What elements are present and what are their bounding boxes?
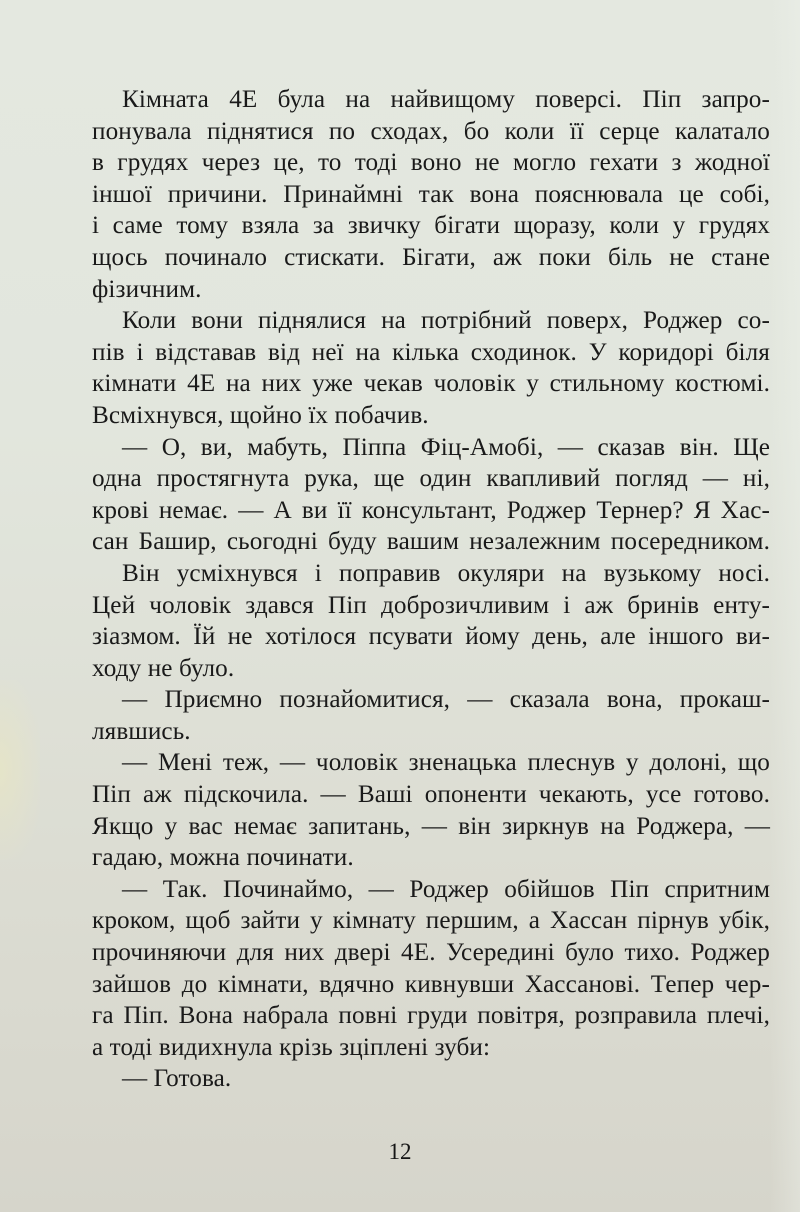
paragraph-8 bbox=[92, 1063, 770, 1095]
body-text bbox=[92, 84, 770, 1095]
text-line: кроком, щоб зайти у кімнату першим, а Хассан пірнув убік, bbox=[92, 907, 770, 935]
text-line: понувала піднятися по сходах, бо коли її серце калатало bbox=[92, 117, 770, 145]
paragraph-2 bbox=[92, 305, 770, 431]
text-line: ходу не було. bbox=[92, 654, 235, 682]
text-line: Він усміхнувся і поправив окуляри на вузькому носі. bbox=[122, 559, 770, 587]
text-line: одна простягнута рука, ще один квапливий погляд — ні, bbox=[92, 465, 770, 493]
paragraph-6 bbox=[92, 747, 770, 873]
text-line: — Готова. bbox=[122, 1065, 232, 1093]
text-line: зайшов до кімнати, вдячно кивнувши Хассанові. Тепер чер- bbox=[92, 970, 770, 998]
text-line: гадаю, можна починати. bbox=[92, 844, 354, 872]
text-line: кімнати 4Е на них уже чекав чоловік у стильному костюмі. bbox=[92, 370, 770, 398]
text-line: і саме тому взяла за звичку бігати щоразу, коли у грудях bbox=[92, 212, 770, 240]
paragraph-5 bbox=[92, 684, 770, 747]
text-line: пів і відставав від неї на кілька сходинок. У коридорі біля bbox=[92, 338, 770, 366]
text-line: а тоді видихнула крізь зціплені зуби: bbox=[92, 1033, 491, 1061]
paragraph-4 bbox=[92, 558, 770, 684]
page-shading-right bbox=[770, 0, 800, 1212]
text-line: Всміхнувся, щойно їх побачив. bbox=[92, 401, 429, 429]
text-line: Якщо у вас немає запитань, — він зиркнув на Роджера, — bbox=[92, 812, 770, 840]
text-line: в грудях через це, то тоді воно не могло гехати з жодної bbox=[92, 149, 770, 177]
paragraph-3 bbox=[92, 432, 770, 558]
text-line: — Мені теж, — чоловік зненацька плеснув у долоні, що bbox=[122, 749, 770, 777]
text-line: лявшись. bbox=[92, 717, 191, 745]
text-line: фізичним. bbox=[92, 275, 202, 303]
text-line: — Так. Починаймо, — Роджер обійшов Піп спритним bbox=[122, 875, 770, 903]
text-line: Кімната 4Е була на найвищому поверсі. Піп запро- bbox=[122, 86, 770, 113]
text-line: іншої причини. Принаймні так вона пояснювала це собі, bbox=[92, 180, 770, 208]
text-line: зіазмом. Їй не хотілося псувати йому день, але іншого ви- bbox=[92, 623, 770, 651]
page-number: 12 bbox=[388, 1139, 412, 1164]
text-line: Цей чоловік здався Піп доброзичливим і аж бринів енту- bbox=[92, 591, 770, 619]
text-line: Піп аж підскочила. — Ваші опоненти чекають, усе готово. bbox=[92, 781, 770, 809]
text-line: прочиняючи для них двері 4Е. Усередині було тихо. Роджер bbox=[92, 939, 770, 967]
text-line: — О, ви, мабуть, Піппа Фіц-Амобі, — сказав він. Ще bbox=[122, 433, 770, 461]
text-line: сан Башир, сьогодні буду вашим незалежним посередником. bbox=[92, 528, 770, 556]
text-line: крові немає. — А ви її консультант, Роджер Тернер? Я Хас- bbox=[92, 496, 770, 524]
paragraph-1 bbox=[92, 84, 770, 305]
text-line: щось починало стискати. Бігати, аж поки біль не стане bbox=[92, 243, 770, 271]
text-line: га Піп. Вона набрала повні груди повітря, розправила плечі, bbox=[92, 1002, 770, 1030]
page-shading-left bbox=[0, 680, 40, 860]
text-line: — Приємно познайомитися, — сказала вона, прокаш- bbox=[122, 686, 770, 714]
text-line: Коли вони піднялися на потрібний поверх, Роджер со- bbox=[122, 307, 770, 335]
paragraph-7 bbox=[92, 874, 770, 1064]
